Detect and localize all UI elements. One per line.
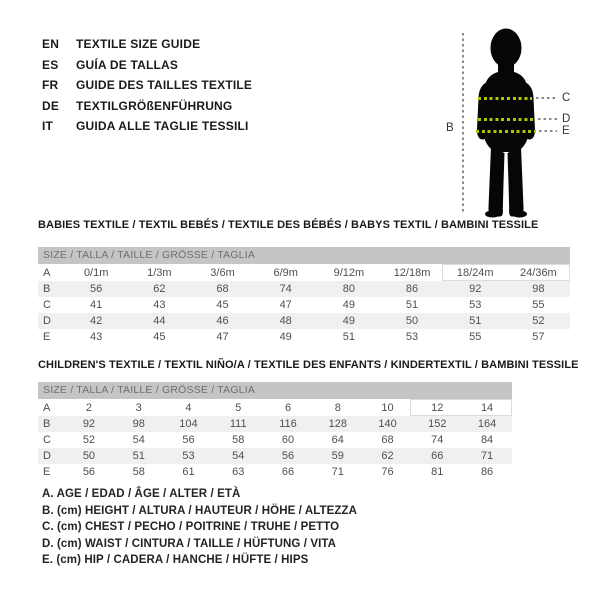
- table-cell: 66: [281, 466, 295, 478]
- language-row: [42, 75, 252, 96]
- babies-textile-section: [38, 219, 570, 345]
- table-cell: 74: [431, 434, 444, 446]
- table-cell: 56: [281, 450, 295, 462]
- hip-dash-green: [476, 130, 536, 133]
- table-cell: 54: [132, 434, 145, 446]
- table-row: [38, 281, 570, 297]
- chest-measure-line: [478, 97, 557, 100]
- table-row: [38, 400, 512, 416]
- child-silhouette-figure: [445, 23, 597, 228]
- language-list: [42, 34, 252, 137]
- children-table-body: [38, 400, 512, 480]
- table-cell: 98: [532, 283, 545, 295]
- table-cell: 53: [405, 331, 419, 343]
- table-cell: 5: [235, 402, 242, 414]
- table-cell: 43: [153, 299, 166, 311]
- table-cell: 18/24m: [456, 267, 494, 279]
- language-code: FR: [42, 78, 59, 93]
- table-row: [38, 432, 512, 448]
- table-cell: 66: [431, 450, 444, 462]
- waist-dash-green: [478, 118, 534, 121]
- table-cell: 48: [279, 315, 292, 327]
- chest-dash-green: [478, 97, 532, 100]
- table-cell: 92: [82, 418, 96, 430]
- row-label: E: [43, 466, 51, 478]
- table-row: [38, 448, 512, 464]
- table-cell: 4: [185, 402, 192, 414]
- table-cell: 51: [132, 450, 145, 462]
- table-cell: 1/3m: [147, 267, 172, 279]
- table-cell: 71: [480, 450, 494, 462]
- table-cell: 57: [532, 331, 545, 343]
- table-cell: 104: [179, 418, 198, 430]
- table-cell: 14: [480, 402, 494, 414]
- chest-dash-gray: [536, 97, 557, 99]
- row-label: D: [43, 315, 51, 327]
- table-cell: 86: [480, 466, 494, 478]
- table-cell: 42: [90, 315, 103, 327]
- legend-line: E. (cm) HIP / CADERA / HANCHE / HÜFTE / HIPS: [42, 554, 309, 566]
- table-row: [38, 464, 512, 480]
- table-cell: 47: [279, 299, 292, 311]
- child-silhouette: [450, 25, 562, 225]
- children-textile-section: [38, 359, 579, 480]
- language-code: IT: [42, 119, 54, 134]
- table-cell: 81: [431, 466, 444, 478]
- table-row: [38, 297, 570, 313]
- table-cell: 61: [182, 466, 195, 478]
- table-cell: 51: [469, 315, 482, 327]
- babies-size-header: SIZE / TALLA / TAILLE / GRÖSSE / TAGLIA: [38, 247, 570, 264]
- language-code: ES: [42, 57, 59, 72]
- row-label: D: [43, 450, 51, 462]
- legend-line: B. (cm) HEIGHT / ALTURA / HAUTEUR / HÖHE / ALTEZZA: [42, 504, 358, 517]
- table-row: [38, 416, 512, 432]
- children-section-title: CHILDREN'S TEXTILE / TEXTIL NIÑO/A / TEXTILE DES ENFANTS / KINDERTEXTIL / BAMBINI TESSILE: [38, 359, 579, 371]
- waist-measure-line: [478, 118, 557, 121]
- language-code: DE: [42, 98, 60, 113]
- table-cell: 3/6m: [210, 267, 235, 279]
- table-cell: 2: [85, 402, 92, 414]
- table-cell: 74: [279, 283, 292, 295]
- waist-dash-gray: [538, 118, 557, 120]
- table-cell: 0/1m: [83, 267, 109, 279]
- table-cell: 76: [381, 466, 394, 478]
- table-cell: 140: [378, 418, 397, 430]
- language-row: [42, 96, 252, 117]
- table-cell: 56: [90, 283, 103, 295]
- table-cell: 68: [381, 434, 394, 446]
- table-cell: 52: [82, 434, 96, 446]
- table-cell: 68: [216, 283, 229, 295]
- table-cell: 51: [405, 299, 419, 311]
- table-cell: 43: [90, 331, 103, 343]
- table-cell: 52: [532, 315, 545, 327]
- language-title: GUIDE DES TAILLES TEXTILE: [76, 78, 253, 93]
- row-label: E: [43, 331, 51, 343]
- legend-line: A. AGE / EDAD / ÂGE / ALTER / ETÀ: [42, 488, 241, 500]
- table-cell: 84: [480, 434, 494, 446]
- table-cell: 50: [405, 315, 419, 327]
- language-title: TEXTILGRÖßENFÜHRUNG: [76, 98, 233, 113]
- table-cell: 111: [229, 418, 247, 430]
- table-cell: 55: [469, 331, 482, 343]
- table-cell: 58: [132, 466, 145, 478]
- table-cell: 9/12m: [333, 267, 365, 279]
- table-cell: 62: [153, 283, 166, 295]
- table-cell: 12: [431, 402, 444, 414]
- table-cell: 164: [477, 418, 497, 430]
- table-cell: 54: [232, 450, 245, 462]
- table-cell: 46: [216, 315, 229, 327]
- language-code: EN: [42, 37, 60, 52]
- table-cell: 55: [532, 299, 545, 311]
- language-title: GUIDA ALLE TAGLIE TESSILI: [76, 119, 249, 134]
- table-cell: 8: [334, 402, 341, 414]
- row-label: A: [43, 402, 51, 414]
- babies-section-title: BABIES TEXTILE / TEXTIL BEBÉS / TEXTILE DES BÉBÉS / BABYS TEXTIL / BAMBINI TESSILE: [38, 219, 539, 231]
- babies-table-body: [38, 265, 570, 345]
- table-cell: 6: [284, 402, 292, 414]
- label-chest-c: C: [562, 92, 571, 104]
- table-cell: 64: [331, 434, 344, 446]
- table-cell: 92: [469, 283, 482, 295]
- table-cell: 116: [279, 418, 297, 430]
- table-cell: 53: [469, 299, 482, 311]
- legend-line: D. (cm) WAIST / CINTURA / TAILLE / HÜFTUNG / VITA: [42, 537, 337, 550]
- table-cell: 86: [405, 283, 419, 295]
- table-cell: 58: [232, 434, 245, 446]
- measurement-legend: [42, 486, 357, 569]
- table-cell: 12/18m: [393, 267, 431, 279]
- language-row: [42, 116, 252, 137]
- children-size-header: SIZE / TALLA / TAILLE / GRÖSSE / TAGLIA: [38, 382, 512, 399]
- table-cell: 24/36m: [520, 267, 557, 279]
- language-title: TEXTILE SIZE GUIDE: [76, 37, 201, 52]
- table-cell: 60: [281, 434, 295, 446]
- table-cell: 152: [428, 418, 447, 430]
- row-label: B: [43, 283, 51, 295]
- legend-line: C. (cm) CHEST / PECHO / POITRINE / TRUHE / PETTO: [42, 521, 340, 533]
- row-label: C: [43, 434, 51, 446]
- table-cell: 56: [82, 466, 96, 478]
- language-row: [42, 34, 252, 55]
- table-cell: 49: [279, 331, 292, 343]
- row-label: B: [43, 418, 51, 430]
- table-cell: 59: [331, 450, 344, 462]
- table-cell: 3: [135, 402, 142, 414]
- hip-dash-gray: [539, 130, 557, 132]
- table-cell: 53: [182, 450, 195, 462]
- row-label: A: [43, 267, 51, 279]
- row-label: C: [43, 299, 51, 311]
- table-cell: 6/9m: [273, 267, 298, 279]
- table-cell: 47: [216, 331, 229, 343]
- table-cell: 56: [182, 434, 195, 446]
- table-cell: 128: [328, 418, 347, 430]
- table-row: [38, 329, 570, 345]
- table-cell: 63: [232, 466, 245, 478]
- height-measure-line: [462, 33, 464, 213]
- language-title: GUÍA DE TALLAS: [76, 57, 179, 72]
- table-cell: 71: [331, 466, 344, 478]
- table-cell: 44: [153, 315, 166, 327]
- table-row: [38, 265, 570, 281]
- table-cell: 80: [342, 283, 355, 295]
- table-cell: 49: [342, 315, 355, 327]
- table-cell: 98: [132, 418, 145, 430]
- table-cell: 62: [381, 450, 394, 462]
- table-cell: 49: [342, 299, 355, 311]
- table-cell: 10: [381, 402, 394, 414]
- label-waist-d: D: [562, 113, 571, 125]
- language-row: [42, 55, 252, 76]
- hip-measure-line: [476, 130, 557, 133]
- table-cell: 45: [153, 331, 166, 343]
- label-height-b: B: [446, 122, 454, 134]
- table-cell: 50: [82, 450, 96, 462]
- label-hip-e: E: [562, 125, 570, 137]
- table-cell: 45: [216, 299, 229, 311]
- table-cell: 41: [90, 299, 103, 311]
- table-cell: 51: [342, 331, 355, 343]
- table-row: [38, 313, 570, 329]
